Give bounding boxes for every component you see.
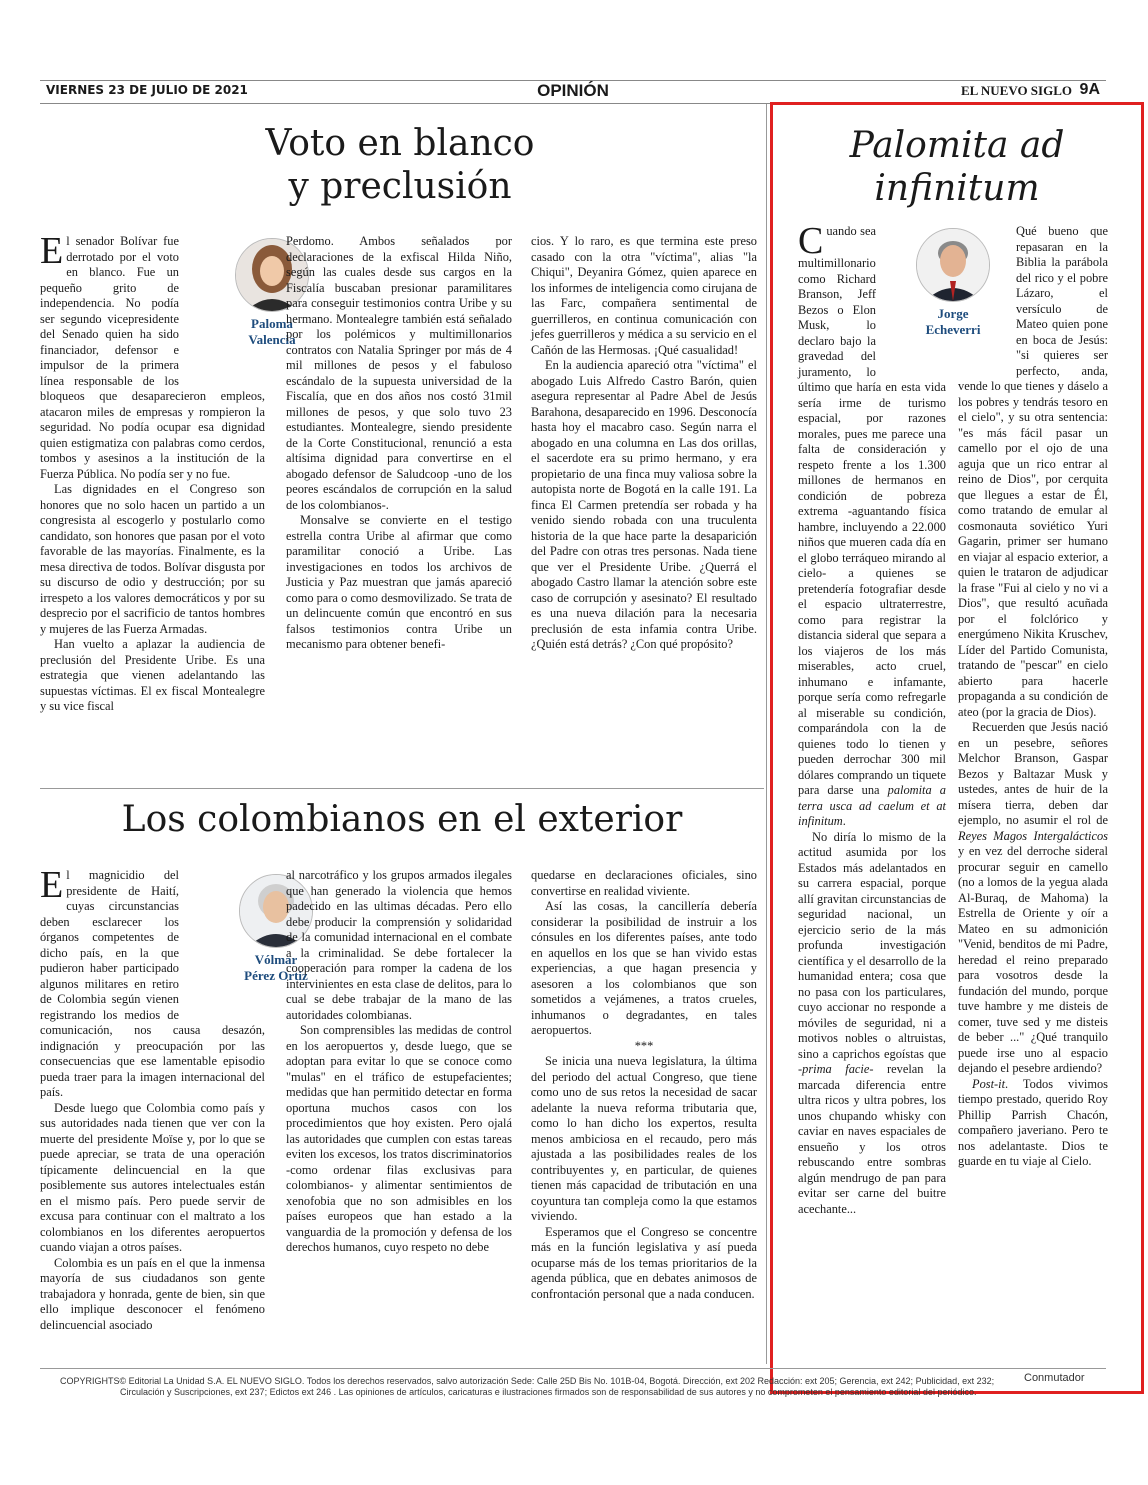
paragraph-text: Recuerden que Jesús nació en un pesebre, señores Melchor Branson, Gaspar Bezos y Baltazar Musk y ustedes, antes de huir de la mísera tierra, deben dar ejemplo, no asumir el rol de [958, 720, 1108, 827]
conmutador-label: Conmutador [1024, 1372, 1085, 1384]
paragraph: cios. Y lo raro, es que termina este preso casado con la otra "víctima", alias "la Chiqui", Deyanira Gómez, quien aparece en los informes de inteligencia como cirujana de las Farc, compañera sentimental de guerrilleros, en continua comunicación con jefes guerrilleros y médica a su servicio en el Cañón de las Hermosas. ¡Qué casualidad! [531, 234, 757, 357]
issue-date: VIERNES 23 DE JULIO DE 2021 [46, 83, 248, 97]
article-title-voto [170, 122, 630, 208]
article-title-colombianos [40, 798, 764, 841]
title-line: Los colombianos en el exterior [121, 799, 683, 840]
paragraph-text: . Todos vivimos tiempo prestado, querido Roy Phillip Parrish Chacón, compañero javeriano. Pero te nos adelantaste. Dios te guarde en tu viaje al Cielo. [958, 1076, 1108, 1168]
title-line: Palomita ad [849, 125, 1065, 166]
copyright-footer [60, 1376, 1110, 1398]
title-line: Voto en blanco [265, 123, 535, 164]
paragraph: quedarse en declaraciones oficiales, sino convertirse en realidad viviente. [531, 868, 757, 898]
page-header [40, 80, 1106, 104]
paragraph: Son comprensibles las medidas de control en los aeropuertos y, desde luego, que se adoptan para evitar lo que se conoce como "mulas" en el tráfico de estupefacientes; medidas que han permitido detectar en forma oportuna muchos casos con los procedimientos que hoy existen. Pero ojalá las autoridades que cumplen con estas tareas eviten los excesos, los tratos discriminatorios -como ordenar filas exclusivas para colombianos- y alimentar sentimientos de xenofobia que no son admisibles en los países europeos que han estado a la vanguardia de la promoción y defensa de los derechos humanos, cuyo respeto no debe [286, 1023, 512, 1254]
title-line: y preclusión [288, 166, 512, 208]
column-divider [766, 104, 767, 1364]
author-first-name: Jorge [937, 306, 969, 321]
paragraph: Colombia es un país en el que la inmensa mayoría de sus ciudadanos son gente trabajadora y honrada, gente de bien, sin que ello implique desconocer el fenómeno delincuencial asociado [40, 1255, 265, 1332]
paragraph-text: No diría lo mismo de la actitud asumida por los Estados más adelantados en su carrera espacial, porque allí gravitan circunstancias de seguridad nacional, un ejercicio serio de la más profunda investigación científica y el desarrollo de la humanidad entera; cosa que no pasa con los particulares, cuyo accionar no responde a móviles de seguridad, ni a motivos nobles o altruistas, sino a caprichos egoístas que - [798, 829, 946, 1076]
italic-phrase: palomita a terra usca ad caelum et at infinitum [798, 783, 946, 828]
drop-cap: C [798, 220, 824, 262]
footer-rule [40, 1368, 1106, 1369]
article-column [531, 868, 757, 1358]
paragraph-text: uando sea multimillonario como Richard Branson, Jeff Bezos o Elon Musk, lo declaro bajo la gravedad del juramento, lo último que haría en esta vida sería irme de turismo espacial, por razones morales, pues me parece una falta de consideración y respeto frente a los 1.300 millones de hermanos en condición de pobreza extrema -aguantando física hambre, incluyendo a 22.000 niños que mueren cada día en el globo terráqueo mirando al cielo- a quienes se pretendería fotografiar desde el espacio ultraterrestre, como para registrar la distancia sideral que separa a los viajeros de los más miserables, acto cruel, inhumano e infamante, porque sería como refregarle al miserable su condición, comparándola con la de quienes todo lo tienen y pueden derrochar 300 mil dólares comprando un tiquete para darse una [798, 224, 946, 797]
column-divider [40, 788, 764, 789]
author-first-name: Vólmar [254, 952, 298, 967]
paragraph-text: . [842, 814, 846, 828]
drop-cap: E [40, 864, 64, 906]
section-title: OPINIÓN [537, 81, 609, 100]
italic-phrase: Reyes Magos Intergalácticos [958, 828, 1108, 843]
paragraph: Esperamos que el Congreso se concentre más en la función legislativa y así pueda ocuparse más de los temas prioritarios de la agenda pública, que en debates animosos de confrontación personal que a nada conducen. [531, 1224, 757, 1301]
author-last-name: Valencia [248, 332, 296, 347]
paragraph: Así las cosas, la cancillería debería considerar la posibilidad de instruir a los cónsules en los diferentes países, ante todo en aquellos en los que se han vivido estas experiencias, a que hagan presencia y asesoren a los colombianos que son sometidos a vejámenes, a tratos crueles, inhumanos o degradantes, en tales aeropuertos. [531, 899, 757, 1037]
newspaper-logo: EL NUEVO SIGLO [961, 83, 1072, 98]
paragraph-text: - revelan la marcada diferencia entre ultra ricos y ultra pobres, los unos chupando whisky con caviar en naves espaciales de ensueño y los otros rebuscando entre sombras algún mendrugo de pan para evitar ser carne del buitre acechante... [798, 1062, 946, 1216]
paragraph: Las dignidades en el Congreso son honores que no solo hacen un partido a un congresista al escogerlo y postularlo como candidato, son honores que pasan por el voto favorable de las mayorías. Finalmente, es la mesa directiva de todos. Bolívar disgusta por su discurso de odio y destrucción; por su irrespeto a los valores democráticos y por su desprecio por el sacrificio de tantos hombres y mujeres de las Fuerza Armadas. [40, 482, 265, 636]
article-column [531, 234, 757, 779]
paragraph-text: l senador Bolívar fue derrotado por el voto en blanco. Fue un pequeño grito de independencia. No podía ser segundo vicepresidente del Senado quien ha sido financiador, defensor e impulsor de la primera línea responsable de los bloqueos que desaparecieron empleos, atacaron miles de empresas y rompieron la seguridad. No podía ocupar esa dignidad quien estigmatiza con palabras como cerdos, tombos y asesinos a la institución de la Fuerza Pública. No podía ser y no fue. [40, 234, 265, 481]
paragraph: al narcotráfico y los grupos armados ilegales que han generado la violencia que hemos padecido en las ultimas décadas. Pero ello debe producir la comprensión y solidaridad de la comunidad internacional en el combate a la criminalidad. Se debe fortalecer la cooperación para romper la cadena de los intervinientes en esta clase de delitos, para lo cual se debe trabajar de la mano de las autoridades colombianas. [286, 868, 512, 1022]
paragraph: Se inicia una nueva legislatura, la última del periodo del actual Congreso, que tiene como uno de sus retos la necesidad de sacar adelante la nueva reforma tributaria que, como lo han dicho los expertos, resulta menos ambiciosa en el recaudo, pero más ajustada a las posibilidades reales de los contribuyentes y, en particular, de quienes tienen más capacidad de tributación en una coyuntura tan compleja como la que estamos viviendo. [531, 1054, 757, 1223]
paragraph: En la audiencia apareció otra "víctima" el abogado Luis Alfredo Castro Barón, quien asegura representar al Padre Abel de Jesús Barahona, desaparecido en 1996. Desconocía hasta hoy el macabro caso. Según narra el abogado en una columna en Las dos orillas, el sacerdote era su primo hermano, y era propietario de una finca muy valiosa sobre la autopista norte de Bogotá en la calle 191. La finca El Carmen pretendía ser robada y ha venido siendo robada con una truculenta historia de la que hace parte la desaparición del Padre con otras tres personas. Nada tiene que ver el Presidente Uribe. ¿Querrá el abogado Castro llamar la atención sobre este caso de corrupción y asesinato? El resultado es una nueva dilación para la necesaria preclusión de esta infamia contra Uribe. ¿Quién está detrás? ¿Con qué propósito? [531, 358, 757, 651]
paragraph: Monsalve se convierte en el testigo estrella contra Uribe al afirmar que como paramilitar conoció a Uribe. Las investigaciones en todos los archivos de Justicia y Paz muestran que jamás apareció como para o como desmovilizado. Se trata de un delincuente común que encontró en sus falsos testimonios contra Uribe un mecanismo para obtener benefi- [286, 513, 512, 651]
title-line: infinitum [874, 168, 1040, 210]
paragraph-text: y en vez del derroche sideral procurar seguir en camello (no a lomos de la yegua alada Al-Buraq, de Mahoma) la Estrella de Oriente y oír a Mateo en su admonición "Venid, benditos de mi Padre, heredad el reino preparado para vosotros desde la fundación del mundo, porque tuve hambre y me disteis de comer, tuve sed y me disteis de beber ..." ¿Qué tranquilo puede irse uno al espacio dejando el pesebre ardiendo? [958, 844, 1108, 1075]
paragraph: Perdomo. Ambos señalados por declaraciones de la exfiscal Hilda Niño, según las cuales desde sus cargos en la Fiscalía buscaban presionar paramilitares para conseguir testimonios contra Uribe y su hermano. Montealegre también está señalado por los polémicos y multimillonarios contratos con Natalia Springer por más de 4 mil millones de pesos y el fabuloso escándalo de la supuesta universidad de la Fiscalía, que en dos años nos costó 31mil millones de pesos, y que solo tuvo 23 estudiantes. Montealegre, siendo presidente de la Corte Constitucional, renunció a esta altísima dignidad para convertirse en el abogado defensor de Saludcoop -uno de los peores escándalos de corrupción en la salud de los colombianos-. [286, 234, 512, 512]
italic-phrase: Post-it [972, 1076, 1006, 1091]
paragraph-text: l magnicidio del presidente de Haití, cuyas circunstancias deben esclarecer los órganos competentes de dicho país, en la que pudieron haber participado algunos militares en retiro de Colombia según vienen registrando los medios de comunicación, nos causa desazón, indignación y preocupación por las consecuencias que ese lamentable episodio pueda traer para la imagen internacional del país. [40, 868, 265, 1099]
section-separator: *** [634, 1038, 654, 1053]
author-last-name: Echeverri [925, 322, 981, 337]
footer-line: Circulación y Suscripciones, ext 237; Edictos ext 246 . Las opiniones de artículos, caricaturas e ilustraciones firmados son de responsabilidad de sus autores y no comprometen el pensamiento editorial del periódico. [120, 1387, 977, 1397]
drop-cap: E [40, 230, 64, 272]
article-column [286, 868, 512, 1358]
paragraph: Qué bueno que repasaran en la Biblia la parábola del rico y el pobre Lázaro, el versículo de Mateo quien pone en boca de Jesús: "si quieres ser perfecto, anda, vende lo que tienes y dáselo a los pobres y tendrás tesoro en el cielo", y su otra sentencia: "es más fácil pasar un camello por el ojo de una aguja que un rico entrar al reino de Dios", por cerquita que llegues a estar de Él, como tratando de emular al cosmonauta soviético Yuri Gagarin, primer ser humano en viajar al espacio exterior, a quien le trataron de adjudicar la frase "Fui al cielo y no vi a Dios", que resultó acuñada por el folclórico y energúmeno Nikita Kruschev, Líder del Partido Comunista, tratando de "pescar" en cielo abierto para hacerle propaganda a su condición de ateo (por la gracia de Dios). [958, 224, 1108, 719]
italic-phrase: prima facie [802, 1062, 870, 1076]
paragraph: Han vuelto a aplazar la audiencia de preclusión del Presidente Uribe. Es una estrategia que vienen adelantando las supuestas víctimas. El ex fiscal Montealegre y su vice fiscal [40, 637, 265, 713]
article-column [286, 234, 512, 764]
author-last-name: Pérez Ortiz [244, 968, 308, 983]
author-first-name: Paloma [251, 316, 293, 331]
highlight-box [770, 102, 1144, 1394]
page-number: 9A [1079, 81, 1100, 98]
paragraph: Desde luego que Colombia como país y sus autoridades nada tienen que ver con la muerte del presidente Moïse y, por lo que se puede apreciar, se trata de una operación típicamente delincuencial en la que posiblemente sus autores intelectuales están en el mismo país. Pero puede servir de excusa para continuar con el maltrato a los colombianos en los diferentes aeropuertos cuando viajan a otros países. [40, 1100, 265, 1254]
footer-line: COPYRIGHTS© Editorial La Unidad S.A. EL NUEVO SIGLO. Todos los derechos reservados, salvo autorización Sede: Calle 25D Bis No. 101B-04, Bogotá. Dirección, ext 202 Redacción: ext 205; Gerencia, ext 242; Publicidad, ext 232; [60, 1376, 995, 1386]
